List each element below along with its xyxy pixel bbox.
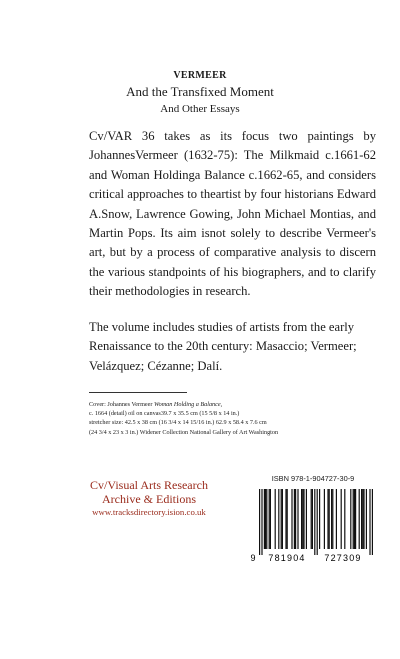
description-paragraph: Cv/VAR 36 takes as its focus two paintings by JohannesVermeer (1632-75): The Milkmaid c.1661-62 and Woman Holdinga Balance c.1662-65, and considers critical approaches to theartist by four historians Edward A.Snow, Lawrence Gowing, John Michael Montias, and Martin Pops. Its aim isnot solely to describe Vermeer's art, but by a process of comparative analysis to discern the various standpoints of his biographers, and to clarify their methodologies in research. — [89, 129, 376, 299]
barcode-digits-left: 781904 — [268, 553, 306, 563]
barcode-bar — [303, 489, 304, 549]
barcode-bar — [354, 489, 355, 549]
credits-cover-label: Cover: Johannes Vermeer — [89, 401, 155, 408]
publisher-url: www.tracksdirectory.ision.co.uk — [92, 507, 206, 517]
book-title: And the Transfixed Moment — [126, 84, 274, 99]
barcode-bar — [297, 489, 298, 549]
barcode-bar — [372, 489, 373, 555]
credits-divider — [89, 392, 187, 393]
credits-line-3: stretcher size: 42.5 x 38 cm (16 3/4 x 14 15/16 in.) 62.9 x 58.4 x 7.6 cm — [89, 419, 267, 427]
book-subtitle: And Other Essays — [160, 103, 240, 115]
barcode-bar — [281, 489, 282, 549]
credits-line-2: c. 1664 (detail) oil on canvas39.7 x 35.5 cm (15 5/8 x 14 in.) — [89, 410, 240, 418]
barcode-bar — [295, 489, 296, 549]
barcode-bar — [350, 489, 351, 549]
barcode-bar — [311, 489, 312, 549]
barcode-bar — [353, 489, 354, 549]
scope-paragraph: The volume includes studies of artists from the early Renaissance to the 20th century: Masaccio; Vermeer; Velázquez; Cézanne; Dalí. — [89, 320, 357, 373]
barcode-bar — [369, 489, 370, 555]
barcode-bar — [327, 489, 328, 549]
barcode-bar — [278, 489, 279, 549]
barcode-bar — [344, 489, 345, 549]
credits-line-1 — [89, 400, 389, 409]
barcode-bar — [341, 489, 342, 549]
barcode-bar — [359, 489, 360, 549]
barcode-bar — [366, 489, 367, 549]
barcode-bar — [314, 489, 315, 555]
barcode-digit-lead: 9 — [250, 553, 256, 563]
barcode-bar — [266, 489, 267, 549]
barcode-bar — [264, 489, 265, 549]
publisher-name-line-1: Cv/Visual Arts Research — [90, 478, 208, 492]
isbn-label: ISBN 978-1-904727-30-9 — [271, 474, 355, 483]
barcode-bar — [259, 489, 260, 555]
credits-line-4: (24 3/4 x 23 x 3 in.) Widener Collection National Gallery of Art Washington — [89, 428, 279, 436]
barcode-bar — [261, 489, 262, 555]
barcode-bar — [269, 489, 270, 549]
barcode-graphic — [250, 487, 376, 563]
barcode-bar — [329, 489, 330, 549]
barcode-bar — [331, 489, 332, 549]
barcode-bar — [265, 489, 266, 549]
barcode-bar — [362, 489, 363, 549]
barcode-bar — [306, 489, 307, 549]
barcode-bar — [270, 489, 271, 549]
barcode-bar — [287, 489, 288, 549]
publisher-name-line-2: Archive & Editions — [102, 492, 196, 506]
barcode-bar — [361, 489, 362, 549]
barcode-bar — [312, 489, 313, 549]
barcode-bar — [291, 489, 292, 549]
barcode-bar — [282, 489, 283, 549]
barcode-bar — [324, 489, 325, 549]
barcode-bar — [294, 489, 295, 549]
barcode-bar — [317, 489, 318, 555]
barcode-bar — [355, 489, 356, 549]
barcode-digits-right: 727309 — [324, 553, 362, 563]
isbn-barcode — [250, 487, 376, 563]
barcode-bar — [363, 489, 364, 549]
barcode-bar — [319, 489, 320, 549]
barcode-bar — [301, 489, 302, 549]
barcode-bar — [336, 489, 337, 549]
credits-artwork-title: Woman Holding a Balance, — [154, 401, 223, 408]
barcode-bar — [275, 489, 276, 549]
barcode-bar — [332, 489, 333, 549]
publisher-block — [74, 478, 224, 519]
book-author: VERMEER — [173, 70, 227, 81]
barcode-bar — [285, 489, 286, 549]
barcode-bar — [302, 489, 303, 549]
cover-credits — [89, 400, 389, 437]
